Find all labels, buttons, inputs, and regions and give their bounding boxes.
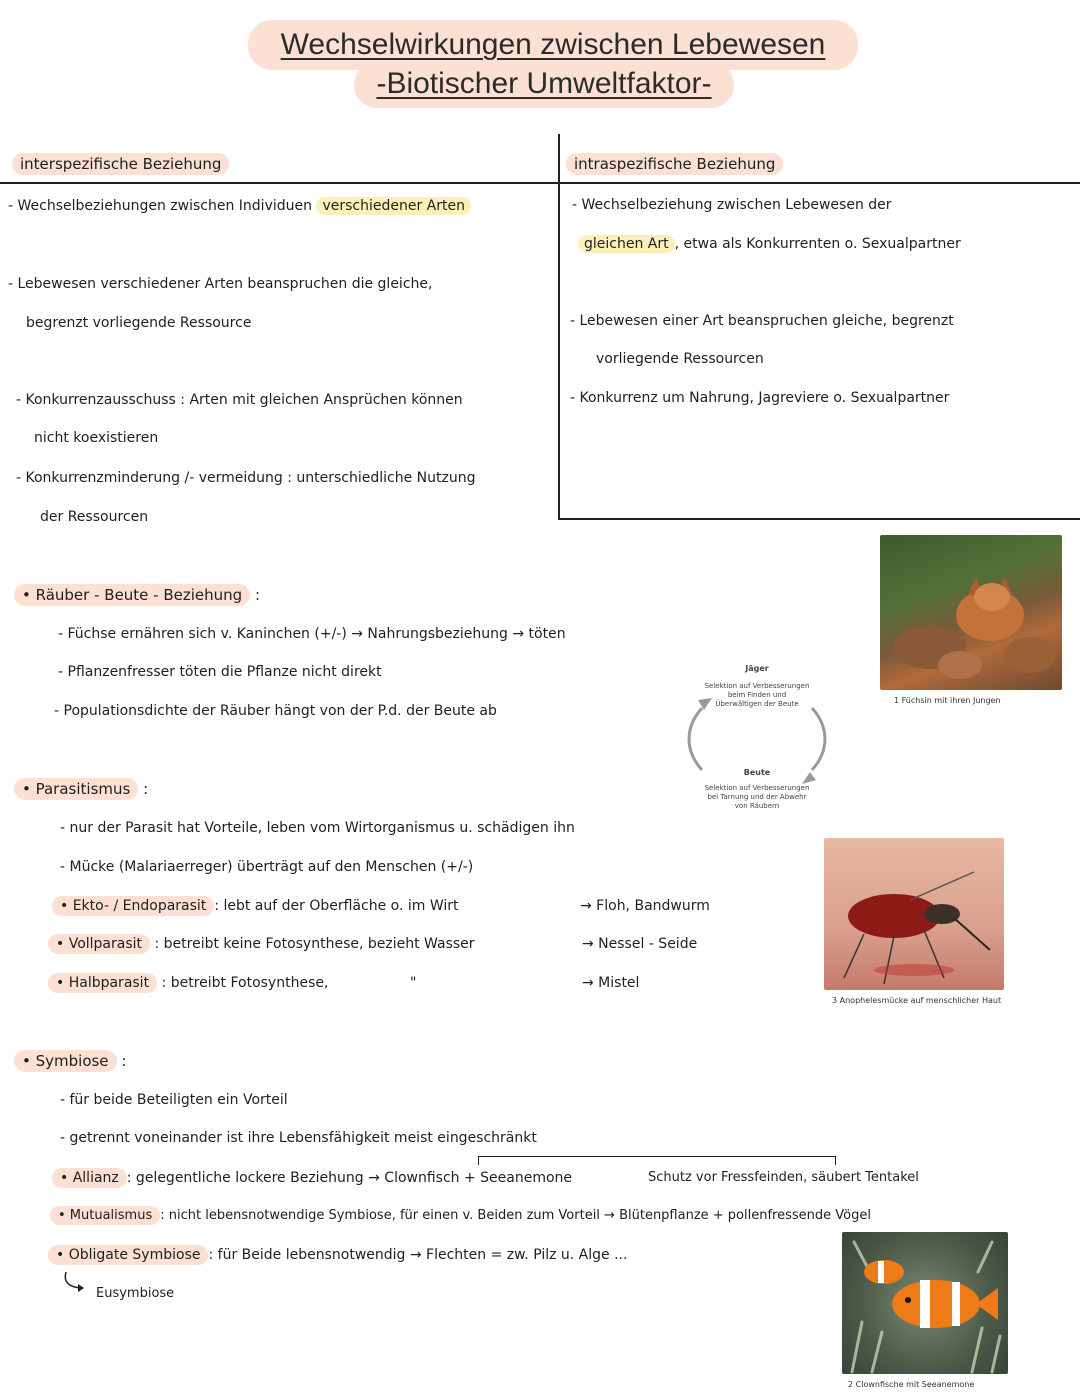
parasit-line2: - Mücke (Malariaerreger) überträgt auf den Menschen (+/-) xyxy=(60,859,474,875)
mosquito-caption: 3 Anophelesmücke auf menschlicher Haut xyxy=(832,996,1002,1005)
page-subtitle: -Biotischer Umweltfaktor- xyxy=(376,67,712,100)
parasit-ekto-text: : lebt auf der Oberfläche o. im Wirt xyxy=(214,898,459,914)
fox-photo xyxy=(880,535,1062,690)
title-line2-box xyxy=(354,62,734,108)
mosquito-illustration xyxy=(824,838,1004,990)
symbiose-line1: - für beide Beteiligten ein Vorteil xyxy=(60,1092,288,1108)
inter-line7: der Ressourcen xyxy=(40,509,149,525)
symbiose-allianz-text: : gelegentliche lockere Beziehung → Clownfisch + Seeanemone xyxy=(126,1170,573,1186)
symbiose-allianz-note: Schutz vor Fressfeinden, säubert Tentakel xyxy=(648,1170,919,1185)
inter-line5: nicht koexistieren xyxy=(34,430,159,446)
page-title: Wechselwirkungen zwischen Lebewesen xyxy=(280,28,826,61)
inter-highlight: verschiedener Arten xyxy=(316,197,471,215)
symbiose-mutualismus-text: : nicht lebensnotwendige Symbiose, für einen v. Beiden zum Vorteil → Blütenpflanze + pollenfressende Vögel xyxy=(160,1208,871,1223)
parasit-halb-text: : betreibt Fotosynthese, xyxy=(161,975,329,991)
symbiose-allianz-label: • Allianz xyxy=(52,1168,127,1188)
table-divider-horizontal xyxy=(0,182,1080,184)
symbiose-colon: : xyxy=(121,1052,127,1070)
inter-line6: - Konkurrenzminderung /- vermeidung : unterschiedliche Nutzung xyxy=(16,470,476,486)
intra-line5: - Konkurrenz um Nahrung, Jagreviere o. Sexualpartner xyxy=(570,390,950,406)
table-divider-vertical xyxy=(558,134,560,520)
raeuber-line1: - Füchse ernähren sich v. Kaninchen (+/-) → Nahrungsbeziehung → töten xyxy=(58,626,566,642)
intra-line1: - Wechselbeziehung zwischen Lebewesen der xyxy=(572,197,892,213)
symbiose-mutualismus-label: • Mutualismus xyxy=(50,1206,160,1225)
mosquito-photo xyxy=(824,838,1004,990)
intra-heading: intraspezifische Beziehung xyxy=(566,153,783,175)
intra-highlight: gleichen Art xyxy=(578,235,675,253)
parasit-halb-example: → Mistel xyxy=(582,975,640,991)
fox-caption: 1 Füchsin mit ihren Jungen xyxy=(894,696,1001,705)
parasit-ekto-label: • Ekto- / Endoparasit xyxy=(52,896,214,916)
parasit-colon: : xyxy=(143,780,149,798)
table-divider-bottom xyxy=(558,518,1080,520)
parasit-line1: - nur der Parasit hat Vorteile, leben vom Wirtorganismus u. schädigen ihn xyxy=(60,820,575,836)
inter-heading: interspezifische Beziehung xyxy=(12,153,229,175)
eusymbiose-arrow xyxy=(60,1270,86,1294)
clownfish-illustration xyxy=(842,1232,1008,1374)
raeuber-colon: : xyxy=(254,586,261,604)
parasit-voll-example: → Nessel - Seide xyxy=(582,936,698,952)
parasit-voll-text: : betreibt keine Fotosynthese, bezieht Wasser xyxy=(154,936,475,952)
intra-line2: , etwa als Konkurrenten o. Sexualpartner xyxy=(674,236,961,252)
symbiose-obligat-label: • Obligate Symbiose xyxy=(48,1245,208,1265)
symbiose-eusymbiose: Eusymbiose xyxy=(96,1286,175,1301)
intra-line4: vorliegende Ressourcen xyxy=(596,351,764,367)
symbiose-obligat-text: : für Beide lebensnotwendig → Flechten = zw. Pilz u. Alge ... xyxy=(208,1247,628,1263)
inter-line1: - Wechselbeziehungen zwischen Individuen xyxy=(8,198,312,214)
parasit-halb-label: • Halbparasit xyxy=(48,973,157,993)
clownfish-caption: 2 Clownfische mit Seeanemone xyxy=(848,1380,975,1389)
predator-prey-cycle-diagram xyxy=(662,660,852,816)
symbiose-bracket xyxy=(478,1156,836,1165)
parasit-heading: • Parasitismus xyxy=(14,778,138,800)
intra-line3: - Lebewesen einer Art beanspruchen gleiche, begrenzt xyxy=(570,313,954,329)
symbiose-line2: - getrennt voneinander ist ihre Lebensfähigkeit meist eingeschränkt xyxy=(60,1130,537,1146)
clownfish-photo xyxy=(842,1232,1008,1374)
raeuber-heading: • Räuber - Beute - Beziehung xyxy=(14,584,250,606)
symbiose-heading: • Symbiose xyxy=(14,1050,117,1072)
parasit-voll-label: • Vollparasit xyxy=(48,934,150,954)
raeuber-line3: - Populationsdichte der Räuber hängt von der P.d. der Beute ab xyxy=(54,703,497,719)
cycle-bottom-text: Selektion auf Verbesserungen bei Tarnung und der Abwehr von Räubern xyxy=(704,784,810,810)
inter-line2: - Lebewesen verschiedener Arten beanspruchen die gleiche, xyxy=(8,276,433,292)
parasit-halb-ditto: " xyxy=(410,975,417,991)
parasit-ekto-example: → Floh, Bandwurm xyxy=(580,898,710,914)
raeuber-line2: - Pflanzenfresser töten die Pflanze nicht direkt xyxy=(58,664,382,680)
inter-line3: begrenzt vorliegende Ressource xyxy=(26,315,252,331)
inter-line4: - Konkurrenzausschuss : Arten mit gleichen Ansprüchen können xyxy=(16,392,463,408)
cycle-top-text: Selektion auf Verbesserungen beim Finden und Überwältigen der Beute xyxy=(704,682,810,708)
cycle-bottom-title: Beute xyxy=(743,768,771,777)
fox-illustration xyxy=(880,535,1062,690)
cycle-top-title: Jäger xyxy=(745,664,769,673)
